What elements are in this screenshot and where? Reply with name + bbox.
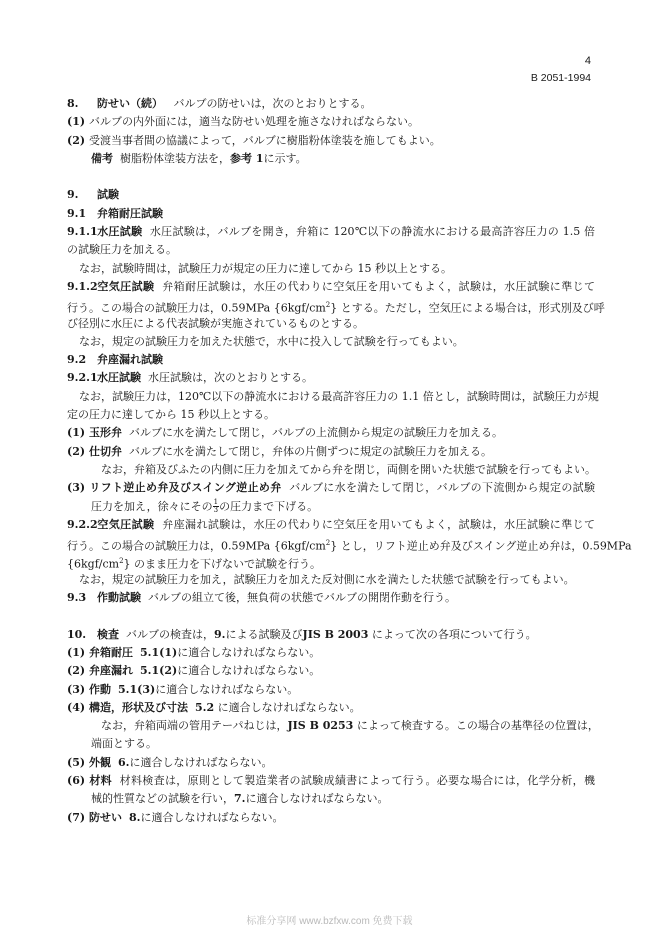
inspection-item-4: (4) 構造，形状及び寸法 5.2 に適合しなければならない。 xyxy=(67,700,361,714)
section-9-2-2-line-1: 9.2.2空気圧試験 弁座漏れ試験は，水圧の代わりに空気圧を用いてもよく，試験は，水圧試験に準じて xyxy=(67,517,596,531)
document-body xyxy=(67,95,632,827)
section-8-title: 防せい（続） xyxy=(97,97,163,110)
section-9-2-2-line-3: $\{6kgf/cm^2\}$ のまま圧力を下げないで試験を行う。 xyxy=(67,557,322,572)
watermark-footer: 标准分享网 www.bzfxw.com 免费下载 xyxy=(246,916,413,927)
test-item-2: (2) 仕切弁 バルブに水を満たして閉じ，弁体の片側ずつに規定の試験圧力を加える。 xyxy=(67,444,492,458)
inspection-item-3: (3) 作動 5.1(3)に適合しなければならない。 xyxy=(67,682,299,696)
inspection-item-2: (2) 弁座漏れ 5.1(2)に適合しなければならない。 xyxy=(67,664,321,678)
section-9-1-heading: 9.1 弁箱耐圧試験 xyxy=(67,206,163,220)
section-9-1-1-line-3: なお，試験時間は，試験圧力が規定の圧力に達してから 15 秒以上とする。 xyxy=(79,261,452,275)
section-9-2-2-line-4: なお，規定の試験圧力を加え，試験圧力を加えた反対側に水を満たした状態で試験を行ってもよい。 xyxy=(79,572,575,586)
one-third-fraction: $\frac{1}{3}$ xyxy=(213,498,219,515)
section-9-2-1-line-1: なお，試験圧力は，120℃以下の静流水における最高許容圧力の 1.1 倍とし，試験時間は，試験圧力が規 xyxy=(79,389,599,403)
section-9-1-1-line-2: の試験圧力を加える。 xyxy=(67,243,177,257)
inspection-item-6-line-2: 械的性質などの試験を行い，7.に適合しなければならない。 xyxy=(91,792,389,806)
inspection-item-5: (5) 外観 6.に適合しなければならない。 xyxy=(67,755,273,769)
section-9-2-1-line-2: 定の圧力に達してから 15 秒以上とする。 xyxy=(67,408,275,422)
inspection-item-6-line-1: (6) 材料 材料検査は，原則として製造業者の試験成績書によって行う。必要な場合には，化学分析，機 xyxy=(67,773,596,787)
inspection-item-4-note-line-1: なお，弁箱両端の管用テーパねじは，JIS B 0253 によって検査する。この場合の基準径の位置は， xyxy=(101,719,599,733)
section-8-item-1: (1) バルブの内外面には，適当な防せい処理を施さなければならない。 xyxy=(67,115,419,129)
inspection-item-7: (7) 防せい 8.に適合しなければならない。 xyxy=(67,810,284,824)
inspection-item-4-note-line-2: 端面とする。 xyxy=(91,737,157,751)
page-number: 4 xyxy=(584,55,591,67)
section-9-2-1-heading: 9.2.1水圧試験 水圧試験は，次のとおりとする。 xyxy=(67,371,313,385)
test-item-1: (1) 玉形弁 バルブに水を満たして閉じ，バルブの上流側から規定の試験圧力を加える。 xyxy=(67,426,503,440)
section-8-heading: 8. 防せい（続） バルブの防せいは，次のとおりとする。 xyxy=(67,97,372,110)
section-9-3: 9.3 作動試験 バルブの組立て後，無負荷の状態でバルブの開閉作動を行う。 xyxy=(67,591,456,605)
section-9-1-2-line-4: なお，規定の試験圧力を加えた状態で，水中に投入して試験を行ってもよい。 xyxy=(79,334,464,348)
section-9-2-2-line-2: 行う。この場合の試験圧力は，0.59MPa $\{6kgf/cm^2\}$ とし，リフト逆止め弁及びスイング逆止め弁は，0.59MPa xyxy=(67,539,632,553)
section-9-1-2-line-1: 9.1.2空気圧試験 弁箱耐圧試験は，水圧の代わりに空気圧を用いてもよく，試験は，水圧試験に準じて xyxy=(67,279,596,293)
inspection-item-1: (1) 弁箱耐圧 5.1(1)に適合しなければならない。 xyxy=(67,645,321,659)
section-9-2-heading: 9.2 弁座漏れ試験 xyxy=(67,353,163,367)
section-8-remark: 備考 樹脂粉体塗装方法を，参考 1に示す。 xyxy=(91,151,307,165)
standard-code: B 2051-1994 xyxy=(530,72,591,84)
test-item-2-note: なお，弁箱及びふたの内側に圧力を加えてから弁を閉じ，両側を開いた状態で試験を行ってもよい。 xyxy=(101,462,596,476)
section-10-heading: 10. 検査 バルブの検査は，9.による試験及びJIS B 2003 によって次の各項について行う。 xyxy=(67,627,537,641)
section-9-1-1-line-1: 9.1.1水圧試験 水圧試験は，バルブを開き，弁箱に 120℃以下の静流水における最高許容圧力の 1.5 倍 xyxy=(67,225,596,239)
section-9-1-2-line-3: び径別に水圧による代表試験が実施されているものとする。 xyxy=(67,316,364,330)
section-8-item-2: (2) 受渡当事者間の協議によって，バルブに樹脂粉体塗装を施してもよい。 xyxy=(67,133,441,147)
section-9-1-2-line-2: 行う。この場合の試験圧力は，0.59MPa $\{6kgf/cm^2\}$ とする。ただし，空気圧による場合は，形式別及び呼 xyxy=(67,301,605,315)
test-item-3-line-2: 圧力を加え，徐々にその $\frac{1}{3}$ の圧力まで下げる。 xyxy=(91,498,319,515)
test-item-3-line-1: (3) リフト逆止め弁及びスイング逆止め弁 バルブに水を満たして閉じ，バルブの下流側から規定の試験 xyxy=(67,481,596,495)
section-9-heading: 9. 試験 xyxy=(67,188,119,202)
